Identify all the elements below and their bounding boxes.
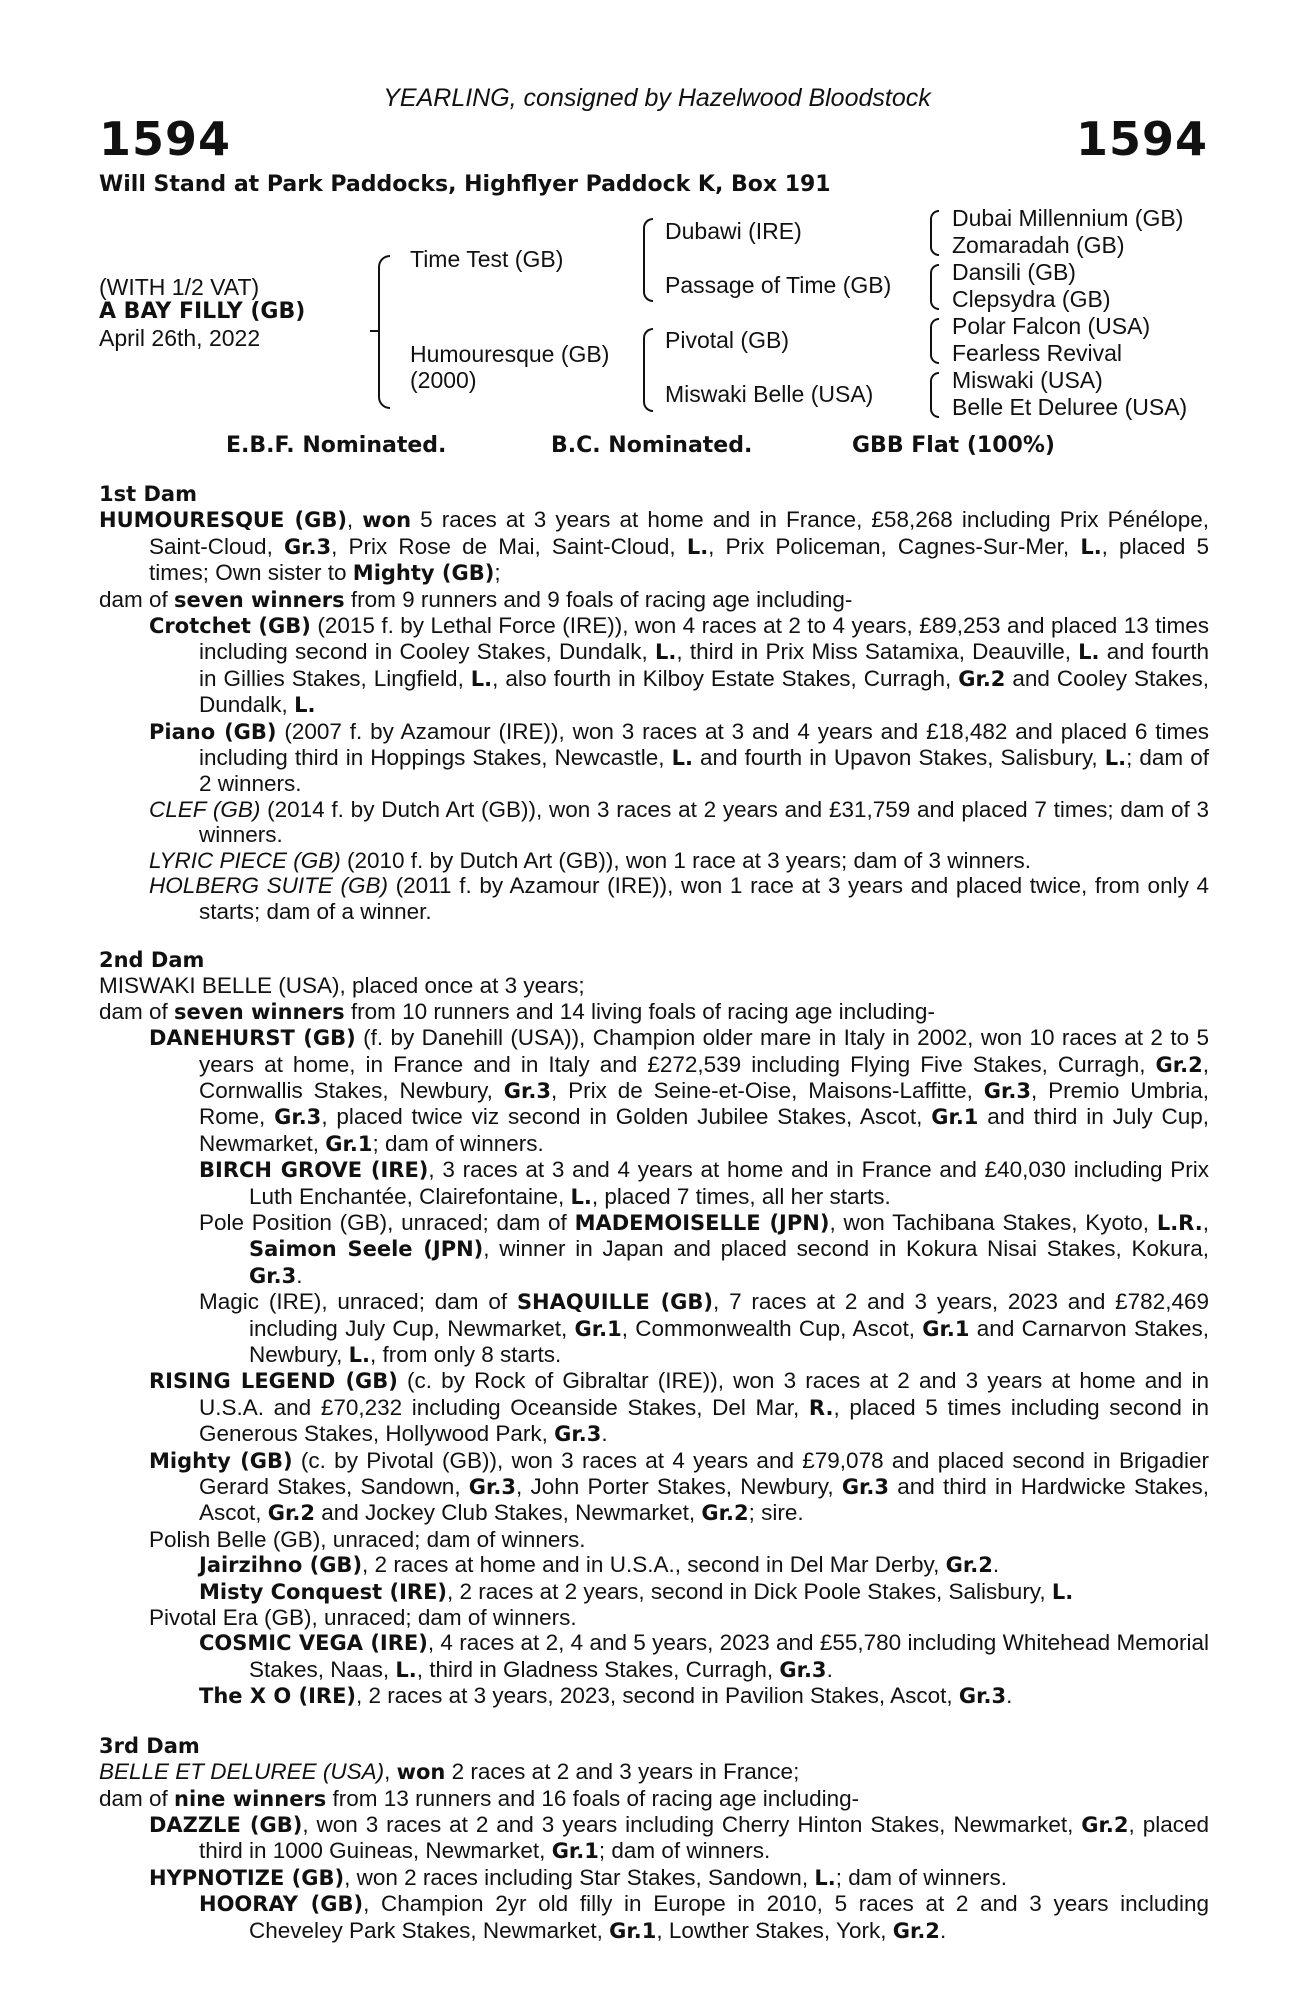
pedigree-brace-dd [930, 372, 939, 418]
produce-dazzle: DAZZLE (GB), won 3 races at 2 and 3 years including Cherry Hinton Stakes, Newmarket, Gr.2, placed third in 1000 Guineas, Newmarket, Gr.1; dam of winners. [149, 1811, 1209, 1864]
brace-tip [370, 330, 378, 332]
third-dam-heading: 3rd Dam [99, 1733, 200, 1758]
third-dam-produce-summary: dam of nine winners from 13 runners and 16 foals of racing age including- [99, 1785, 860, 1811]
ds-dam: Fearless Revival [952, 340, 1122, 366]
produce-jairzihno: Jairzihno (GB), 2 races at home and in U.S.A., second in Del Mar Derby, Gr.2. [199, 1552, 1000, 1578]
third-dam-entry: BELLE ET DELUREE (USA), won 2 races at 2 and 3 years in France; [99, 1759, 800, 1785]
sd-sire: Dansili (GB) [952, 259, 1076, 285]
ss-dam: Zomaradah (GB) [952, 232, 1125, 258]
sire: Time Test (GB) [410, 246, 564, 272]
dd-dam: Belle Et Deluree (USA) [952, 394, 1188, 420]
first-dam-produce-summary: dam of seven winners from 9 runners and 9 foals of racing age including- [99, 586, 853, 612]
produce-clef: CLEF (GB) (2014 f. by Dutch Art (GB)), won 3 races at 2 years and £31,759 and placed 7 times; dam of 3 winners. [149, 796, 1209, 848]
ebf-nominated: E.B.F. Nominated. [226, 433, 447, 458]
ss-sire: Dubai Millennium (GB) [952, 205, 1184, 231]
produce-danehurst: DANEHURST (GB) (f. by Danehill (USA)), Champion older mare in Italy in 2002, won 10 races at 2 to 5 years at home, in France and in Italy and £272,539 including Flying Five Stakes, Curragh, Gr.2, Cornwallis Stakes, Newbury, Gr.3, Prix de Seine-et-Oise, Maisons-Laffitte, Gr.3, Premio Umbria, Rome, Gr.3, placed twice viz second in Golden Jubilee Stakes, Ascot, Gr.1 and third in July Cup, Newmarket, Gr.1; dam of winners. [149, 1025, 1209, 1156]
horse-dob: April 26th, 2022 [99, 325, 261, 351]
second-dam-entry: MISWAKI BELLE (USA), placed once at 3 years; [99, 973, 585, 999]
gbb-flat: GBB Flat (100%) [852, 433, 1055, 458]
sd-dam: Clepsydra (GB) [952, 286, 1111, 312]
produce-mighty: Mighty (GB) (c. by Pivotal (GB)), won 3 races at 4 years and £79,078 and placed second in Brigadier Gerard Stakes, Sandown, Gr.3, John Porter Stakes, Newbury, Gr.3 and third in Hardwicke Stakes, Ascot, Gr.2 and Jockey Club Stakes, Newmarket, Gr.2; sire. [149, 1447, 1210, 1526]
produce-birch-grove: BIRCH GROVE (IRE), 3 races at 3 and 4 years at home and in France and £40,030 including Prix Luth Enchantée, Clairefontaine, L., placed 7 times, all her starts. [199, 1157, 1209, 1209]
pedigree-brace-sd [930, 264, 939, 310]
dam-sire: Pivotal (GB) [665, 327, 789, 353]
produce-lyric-piece: LYRIC PIECE (GB) (2010 f. by Dutch Art (GB)), won 1 race at 3 years; dam of 3 winners. [149, 847, 1032, 873]
pedigree-brace-dam [643, 328, 653, 412]
consignment-subtitle: YEARLING, consigned by Hazelwood Bloodstock [383, 84, 931, 112]
produce-pivotal-era: Pivotal Era (GB), unraced; dam of winners. [149, 1605, 577, 1631]
produce-cosmic-vega: COSMIC VEGA (IRE), 4 races at 2, 4 and 5 years, 2023 and £55,780 including Whitehead Memorial Stakes, Naas, L., third in Gladness Stakes, Curragh, Gr.3. [199, 1630, 1209, 1682]
dam: Humouresque (GB) [410, 341, 610, 367]
produce-misty-conquest: Misty Conquest (IRE), 2 races at 2 years, second in Dick Poole Stakes, Salisbury, L. [199, 1578, 1074, 1604]
pedigree-brace-ds [930, 318, 939, 364]
produce-the-x-o: The X O (IRE), 2 races at 3 years, 2023, second in Pavilion Stakes, Ascot, Gr.3. [199, 1683, 1013, 1709]
pedigree-brace-main [378, 255, 390, 409]
produce-rising-legend: RISING LEGEND (GB) (c. by Rock of Gibraltar (IRE)), won 3 races at 2 and 3 years at home and in U.S.A. and £70,232 including Oceanside Stakes, Del Mar, R., placed 5 times including second in Generous Stakes, Hollywood Park, Gr.3. [149, 1368, 1209, 1447]
vat-note: (WITH 1/2 VAT) [99, 274, 260, 300]
produce-holberg-suite: HOLBERG SUITE (GB) (2011 f. by Azamour (IRE)), won 1 race at 3 years and placed twice, from only 4 starts; dam of a winner. [149, 873, 1209, 924]
dam-dam: Miswaki Belle (USA) [665, 381, 874, 407]
produce-polish-belle: Polish Belle (GB), unraced; dam of winners. [149, 1526, 586, 1552]
ds-sire: Polar Falcon (USA) [952, 313, 1151, 339]
sire-sire: Dubawi (IRE) [665, 218, 802, 244]
horse-name: A BAY FILLY (GB) [99, 299, 306, 324]
produce-crotchet: Crotchet (GB) (2015 f. by Lethal Force (IRE)), won 4 races at 2 to 4 years, £89,253 and placed 13 times including second in Cooley Stakes, Dundalk, L., third in Prix Miss Satamixa, Deauville, L. and fourth in Gillies Stakes, Lingfield, L., also fourth in Kilboy Estate Stakes, Curragh, Gr.2 and Cooley Stakes, Dundalk, L. [149, 613, 1210, 718]
sire-dam: Passage of Time (GB) [665, 272, 892, 298]
second-dam-heading: 2nd Dam [99, 947, 205, 972]
pedigree-brace-ss [930, 210, 939, 256]
produce-magic: Magic (IRE), unraced; dam of SHAQUILLE (GB), 7 races at 2 and 3 years, 2023 and £782,469 including July Cup, Newmarket, Gr.1, Commonwealth Cup, Ascot, Gr.1 and Carnarvon Stakes, Newbury, L., from only 8 starts. [199, 1289, 1209, 1367]
dd-sire: Miswaki (USA) [952, 367, 1103, 393]
first-dam-entry: HUMOURESQUE (GB), won 5 races at 3 years at home and in France, £58,268 including Prix Pénélope, Saint-Cloud, Gr.3, Prix Rose de Mai, Saint-Cloud, L., Prix Policeman, Cagnes-Sur-Mer, L., placed 5 times; Own sister to Mighty (GB); [99, 507, 1209, 586]
catalogue-body [99, 482, 1209, 1944]
lot-number-left: 1594 [99, 112, 232, 166]
produce-piano: Piano (GB) (2007 f. by Azamour (IRE)), won 3 races at 3 and 4 years and £18,482 and placed 6 times including third in Hoppings Stakes, Newcastle, L. and fourth in Upavon Stakes, Salisbury, L.; dam of 2 winners. [149, 718, 1210, 797]
produce-hooray: HOORAY (GB), Champion 2yr old filly in Europe in 2010, 5 races at 2 and 3 years including Cheveley Park Stakes, Newmarket, Gr.1, Lowther Stakes, York, Gr.2. [199, 1891, 1209, 1943]
stand-location: Will Stand at Park Paddocks, Highflyer Paddock K, Box 191 [99, 172, 831, 197]
first-dam-heading: 1st Dam [99, 482, 197, 506]
lot-number-right: 1594 [1075, 112, 1208, 166]
produce-pole-position: Pole Position (GB), unraced; dam of MADEMOISELLE (JPN), won Tachibana Stakes, Kyoto, L.R., Saimon Seele (JPN), winner in Japan and placed second in Kokura Nisai Stakes, Kokura, Gr.3. [199, 1209, 1209, 1288]
second-dam-produce-summary: dam of seven winners from 10 runners and 14 living foals of racing age including- [99, 998, 935, 1024]
produce-hypnotize: HYPNOTIZE (GB), won 2 races including Star Stakes, Sandown, L.; dam of winners. [149, 1864, 1008, 1890]
bc-nominated: B.C. Nominated. [551, 433, 753, 458]
pedigree-brace-sire [643, 218, 653, 302]
dam-year: (2000) [410, 367, 477, 393]
